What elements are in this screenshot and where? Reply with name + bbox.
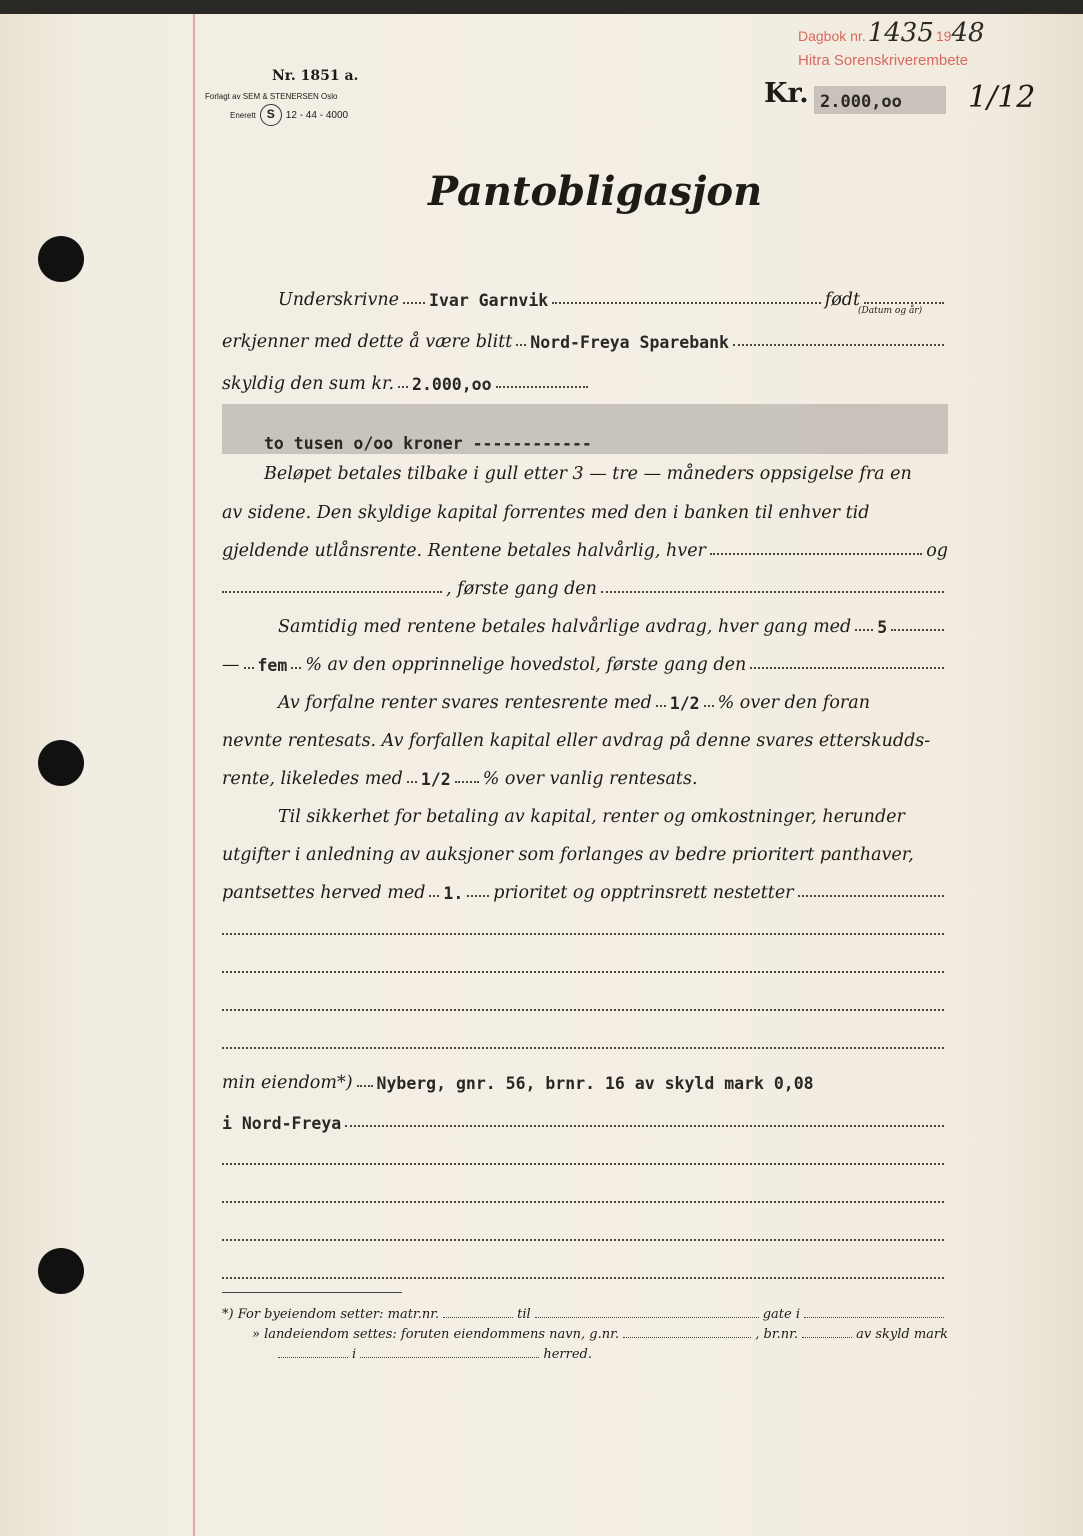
line-security-2: utgifter i anledning av auksjoner som forlanges av bedre prioritert panthaver,: [222, 845, 914, 865]
line-property: min eiendom*) Nyberg, gnr. 56, brnr. 16 av skyld mark 0,08: [222, 1073, 814, 1093]
footnote-city: *) For byeiendom setter: matr.nr. til gate i: [222, 1302, 948, 1322]
folio-number: 1/12: [968, 80, 1036, 115]
blank-line-4: [222, 1025, 948, 1055]
form-number: Nr. 1851 a.: [272, 68, 359, 84]
line-installment: Samtidig med rentene betales halvårlige avdrag, hver gang med 5: [222, 607, 948, 637]
footnote-land: » landeiendom settes: foruten eiendommens navn, g.nr. , br.nr. av skyld mark: [252, 1327, 948, 1342]
document-title: Pantobligasjon: [428, 168, 763, 215]
creditor-name: Nord-Freya Sparebank: [530, 333, 729, 352]
blank-line-1: [222, 911, 948, 941]
line-likewise: rente, likeledes med 1/2 % over vanlig rentesats.: [222, 769, 698, 789]
line-undersigned: Underskrivne Ivar Garnvik født: [222, 280, 948, 310]
line-pledge: pantsettes herved med 1. prioritet og opptrinsrett nestetter: [222, 873, 948, 903]
scan-edge: [0, 0, 1083, 14]
kr-amount: 2.000,oo: [820, 92, 902, 112]
line-repay: Beløpet betales tilbake i gull etter 3 — tre — måneders oppsigelse fra en: [264, 464, 912, 484]
blank-line-5: [222, 1141, 948, 1171]
blank-line-6: [222, 1179, 948, 1209]
undersigned-name: Ivar Garnvik: [429, 291, 549, 310]
blank-line-3: [222, 987, 948, 1017]
line-named-rate: nevnte rentesats. Av forfallen kapital eller avdrag på denne svares etterskudds-: [222, 731, 931, 751]
margin-line: [193, 14, 195, 1536]
amount-in-words: to tusen o/oo kroner ------------: [264, 434, 592, 453]
dagbok-stamp: Dagbok nr. 1435 19 48: [798, 18, 985, 48]
property-description: Nyberg, gnr. 56, brnr. 16 av skyld mark 0,08: [376, 1074, 814, 1093]
blank-line-8: [222, 1255, 948, 1285]
line-security-1: Til sikkerhet for betaling av kapital, renter og omkostninger, herunder: [278, 807, 905, 827]
owe-amount: 2.000,oo: [412, 375, 492, 394]
footnote-land-2: i herred.: [222, 1342, 592, 1362]
born-hint: (Datum og år): [858, 306, 923, 316]
line-acknowledge: erkjenner med dette å være blitt Nord-Freya Sparebank: [222, 322, 948, 352]
punch-hole-bottom: [38, 1248, 84, 1294]
property-place: i Nord-Freya: [222, 1114, 342, 1133]
publisher-line-2: Enerett S 12 - 44 - 4000: [230, 104, 348, 126]
line-overdue: Av forfalne renter svares rentesrente med 1/2 % over den foran: [278, 693, 870, 713]
blank-line-7: [222, 1217, 948, 1247]
footnote-rule: [222, 1292, 402, 1293]
line-property-place: [222, 1103, 948, 1133]
line-owe: skyldig den sum kr. 2.000,oo: [222, 364, 592, 394]
line-rate: gjeldende utlånsrente. Rentene betales halvårlig, hver og: [222, 541, 948, 561]
line-sides: av sidene. Den skyldige kapital forrentes med den i banken til enhver tid: [222, 503, 870, 523]
line-first-time: , første gang den: [222, 569, 948, 599]
punch-hole-top: [38, 236, 84, 282]
office-stamp: Hitra Sorenskriverembete: [798, 52, 969, 69]
blank-line-2: [222, 949, 948, 979]
kr-label: Kr.: [764, 78, 809, 109]
publisher-logo-icon: S: [260, 104, 282, 126]
line-installment-2: — fem % av den opprinnelige hovedstol, første gang den: [222, 645, 948, 675]
punch-hole-middle: [38, 740, 84, 786]
publisher-line: Forlagt av SEM & STENERSEN Oslo: [205, 92, 338, 101]
